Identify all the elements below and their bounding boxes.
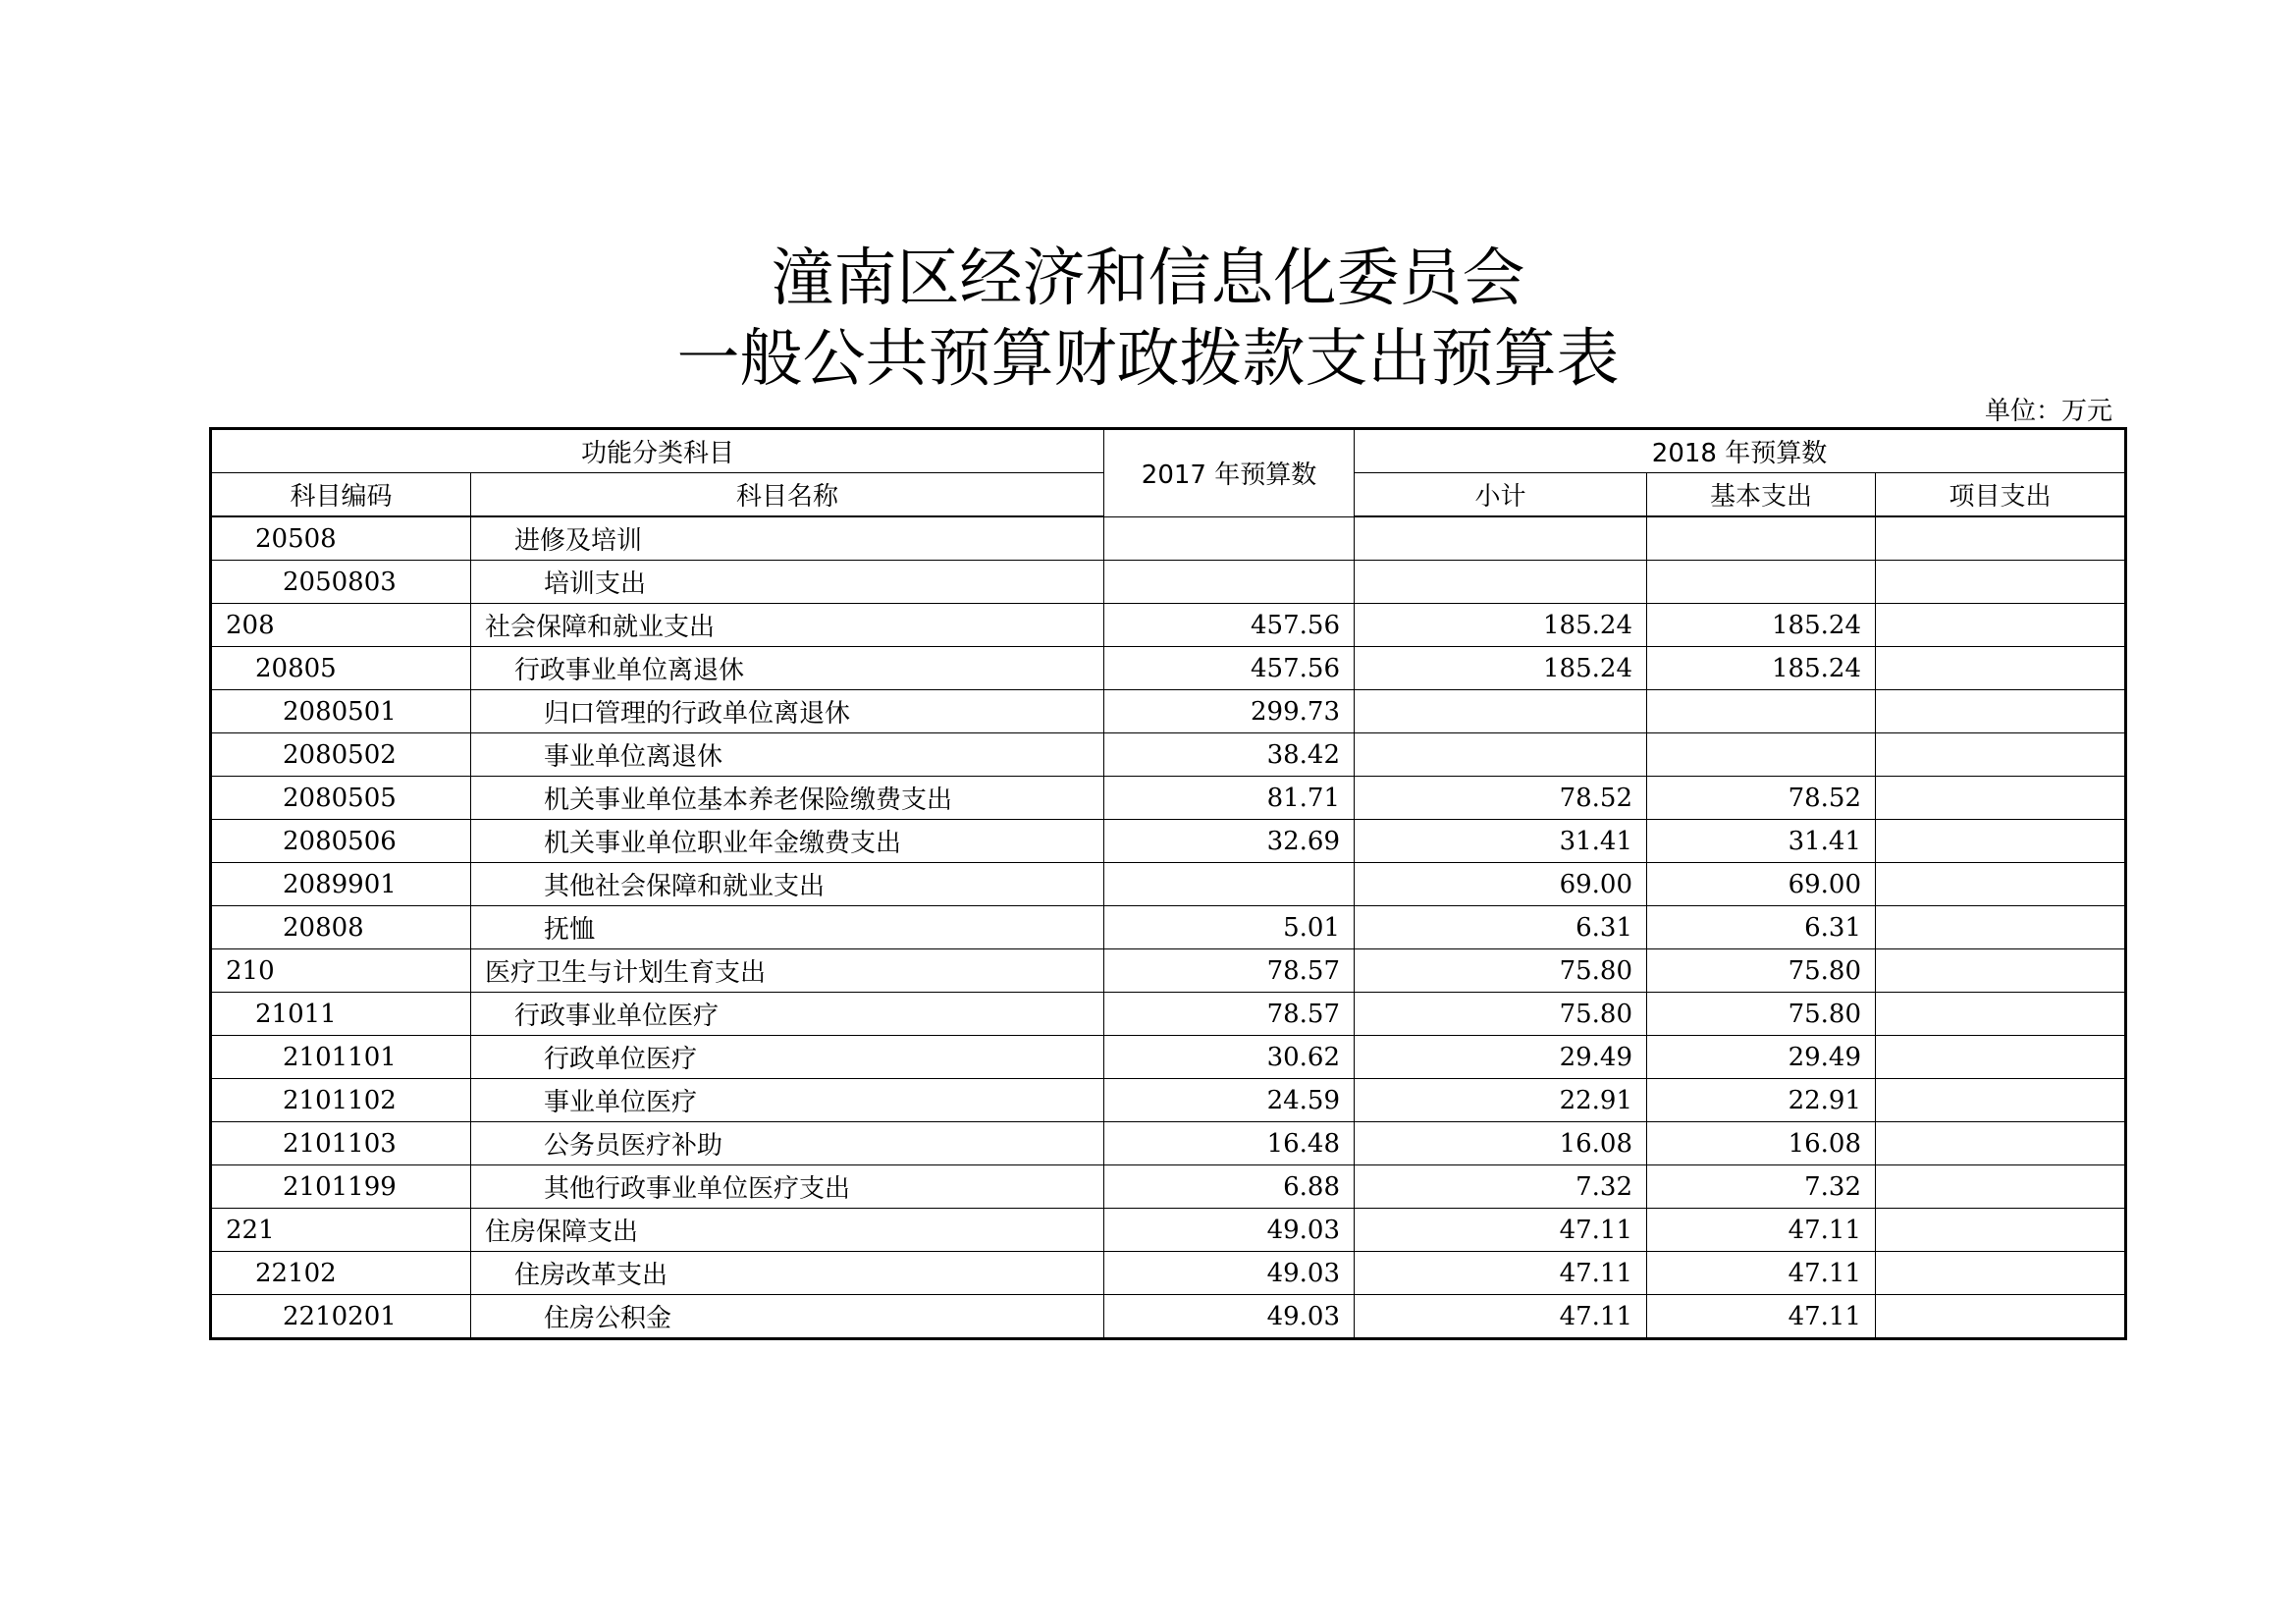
cell-basic — [1647, 690, 1876, 733]
cell-budget-2017 — [1104, 516, 1355, 561]
cell-project — [1876, 863, 2126, 906]
cell-subtotal: 185.24 — [1355, 604, 1647, 647]
cell-subtotal: 31.41 — [1355, 820, 1647, 863]
title-line-1: 潼南区经济和信息化委员会 — [771, 243, 1525, 315]
cell-code: 2101199 — [211, 1165, 471, 1209]
cell-code: 210 — [211, 949, 471, 993]
cell-subtotal — [1355, 690, 1647, 733]
table-row — [211, 647, 2126, 690]
cell-subtotal: 7.32 — [1355, 1165, 1647, 1209]
cell-budget-2017 — [1104, 863, 1355, 906]
cell-name: 进修及培训 — [471, 516, 1104, 561]
table-row — [211, 777, 2126, 820]
cell-budget-2017: 81.71 — [1104, 777, 1355, 820]
cell-name: 机关事业单位职业年金缴费支出 — [471, 820, 1104, 863]
cell-budget-2017: 38.42 — [1104, 733, 1355, 777]
cell-basic: 7.32 — [1647, 1165, 1876, 1209]
title-line-2: 一般公共预算财政拨款支出预算表 — [676, 323, 1620, 396]
cell-code: 2080502 — [211, 733, 471, 777]
table-row — [211, 733, 2126, 777]
table-row — [211, 906, 2126, 949]
cell-code: 2101102 — [211, 1079, 471, 1122]
cell-budget-2017: 6.88 — [1104, 1165, 1355, 1209]
cell-budget-2017: 16.48 — [1104, 1122, 1355, 1165]
cell-project — [1876, 949, 2126, 993]
cell-name: 公务员医疗补助 — [471, 1122, 1104, 1165]
cell-code: 221 — [211, 1209, 471, 1252]
table-row — [211, 993, 2126, 1036]
table-row — [211, 1209, 2126, 1252]
cell-subtotal — [1355, 733, 1647, 777]
cell-budget-2017: 457.56 — [1104, 647, 1355, 690]
cell-basic: 69.00 — [1647, 863, 1876, 906]
cell-budget-2017: 49.03 — [1104, 1252, 1355, 1295]
cell-project — [1876, 604, 2126, 647]
cell-project — [1876, 690, 2126, 733]
header-row-1 — [211, 429, 2126, 473]
cell-name: 住房公积金 — [471, 1295, 1104, 1339]
cell-budget-2017: 30.62 — [1104, 1036, 1355, 1079]
cell-code: 2080501 — [211, 690, 471, 733]
cell-basic: 75.80 — [1647, 949, 1876, 993]
cell-subtotal: 47.11 — [1355, 1209, 1647, 1252]
cell-subtotal: 6.31 — [1355, 906, 1647, 949]
cell-basic: 6.31 — [1647, 906, 1876, 949]
document-title — [0, 239, 2296, 400]
cell-project — [1876, 1295, 2126, 1339]
cell-subtotal: 47.11 — [1355, 1252, 1647, 1295]
cell-code: 20808 — [211, 906, 471, 949]
cell-basic: 47.11 — [1647, 1252, 1876, 1295]
cell-code: 2080505 — [211, 777, 471, 820]
cell-budget-2017: 299.73 — [1104, 690, 1355, 733]
cell-subtotal: 29.49 — [1355, 1036, 1647, 1079]
cell-name: 行政事业单位医疗 — [471, 993, 1104, 1036]
cell-code: 20508 — [211, 516, 471, 561]
cell-subtotal: 185.24 — [1355, 647, 1647, 690]
cell-budget-2017: 5.01 — [1104, 906, 1355, 949]
table-row — [211, 690, 2126, 733]
cell-name: 机关事业单位基本养老保险缴费支出 — [471, 777, 1104, 820]
header-budget-2017: 2017 年预算数 — [1104, 429, 1355, 517]
cell-code: 2101101 — [211, 1036, 471, 1079]
header-basic: 基本支出 — [1647, 473, 1876, 517]
cell-basic: 78.52 — [1647, 777, 1876, 820]
cell-name: 医疗卫生与计划生育支出 — [471, 949, 1104, 993]
cell-budget-2017: 78.57 — [1104, 993, 1355, 1036]
cell-budget-2017: 49.03 — [1104, 1295, 1355, 1339]
cell-name: 其他行政事业单位医疗支出 — [471, 1165, 1104, 1209]
header-subtotal: 小计 — [1355, 473, 1647, 517]
cell-name: 其他社会保障和就业支出 — [471, 863, 1104, 906]
cell-name: 事业单位离退休 — [471, 733, 1104, 777]
cell-basic: 47.11 — [1647, 1295, 1876, 1339]
cell-budget-2017: 24.59 — [1104, 1079, 1355, 1122]
budget-table-container — [209, 427, 2127, 1340]
cell-code: 2089901 — [211, 863, 471, 906]
cell-project — [1876, 733, 2126, 777]
cell-basic: 75.80 — [1647, 993, 1876, 1036]
cell-name: 培训支出 — [471, 561, 1104, 604]
cell-basic — [1647, 733, 1876, 777]
cell-code: 22102 — [211, 1252, 471, 1295]
cell-budget-2017: 49.03 — [1104, 1209, 1355, 1252]
cell-code: 208 — [211, 604, 471, 647]
cell-subtotal: 47.11 — [1355, 1295, 1647, 1339]
cell-name: 行政单位医疗 — [471, 1036, 1104, 1079]
cell-basic — [1647, 516, 1876, 561]
header-project: 项目支出 — [1876, 473, 2126, 517]
table-row — [211, 1165, 2126, 1209]
cell-project — [1876, 647, 2126, 690]
cell-code: 2080506 — [211, 820, 471, 863]
cell-code: 2101103 — [211, 1122, 471, 1165]
cell-code: 20805 — [211, 647, 471, 690]
cell-project — [1876, 1079, 2126, 1122]
unit-label: 单位：万元 — [1984, 397, 2112, 426]
cell-subtotal: 22.91 — [1355, 1079, 1647, 1122]
table-row — [211, 604, 2126, 647]
cell-subtotal: 78.52 — [1355, 777, 1647, 820]
cell-name: 事业单位医疗 — [471, 1079, 1104, 1122]
cell-project — [1876, 516, 2126, 561]
cell-project — [1876, 820, 2126, 863]
header-function-category: 功能分类科目 — [211, 429, 1104, 473]
cell-name: 住房改革支出 — [471, 1252, 1104, 1295]
cell-project — [1876, 1036, 2126, 1079]
cell-basic: 185.24 — [1647, 604, 1876, 647]
header-code: 科目编码 — [211, 473, 471, 517]
table-row — [211, 1122, 2126, 1165]
cell-project — [1876, 906, 2126, 949]
cell-budget-2017: 457.56 — [1104, 604, 1355, 647]
table-row — [211, 516, 2126, 561]
cell-name: 行政事业单位离退休 — [471, 647, 1104, 690]
cell-subtotal: 16.08 — [1355, 1122, 1647, 1165]
cell-subtotal — [1355, 516, 1647, 561]
table-row — [211, 561, 2126, 604]
cell-basic — [1647, 561, 1876, 604]
cell-subtotal: 75.80 — [1355, 993, 1647, 1036]
cell-subtotal — [1355, 561, 1647, 604]
cell-subtotal: 75.80 — [1355, 949, 1647, 993]
cell-project — [1876, 561, 2126, 604]
cell-project — [1876, 1252, 2126, 1295]
header-budget-2018: 2018 年预算数 — [1355, 429, 2126, 473]
cell-basic: 31.41 — [1647, 820, 1876, 863]
table-row — [211, 863, 2126, 906]
cell-code: 2210201 — [211, 1295, 471, 1339]
cell-project — [1876, 1122, 2126, 1165]
cell-basic: 22.91 — [1647, 1079, 1876, 1122]
cell-name: 社会保障和就业支出 — [471, 604, 1104, 647]
cell-project — [1876, 1165, 2126, 1209]
cell-name: 住房保障支出 — [471, 1209, 1104, 1252]
cell-project — [1876, 993, 2126, 1036]
table-body — [211, 516, 2126, 1339]
table-row — [211, 1295, 2126, 1339]
table-row — [211, 820, 2126, 863]
table-row — [211, 1252, 2126, 1295]
cell-code: 21011 — [211, 993, 471, 1036]
table-row — [211, 1079, 2126, 1122]
table-row — [211, 1036, 2126, 1079]
cell-basic: 47.11 — [1647, 1209, 1876, 1252]
cell-basic: 185.24 — [1647, 647, 1876, 690]
cell-budget-2017 — [1104, 561, 1355, 604]
cell-code: 2050803 — [211, 561, 471, 604]
cell-project — [1876, 1209, 2126, 1252]
table-row — [211, 949, 2126, 993]
cell-basic: 29.49 — [1647, 1036, 1876, 1079]
cell-budget-2017: 78.57 — [1104, 949, 1355, 993]
cell-basic: 16.08 — [1647, 1122, 1876, 1165]
cell-subtotal: 69.00 — [1355, 863, 1647, 906]
header-name: 科目名称 — [471, 473, 1104, 517]
cell-name: 归口管理的行政单位离退休 — [471, 690, 1104, 733]
cell-project — [1876, 777, 2126, 820]
cell-budget-2017: 32.69 — [1104, 820, 1355, 863]
budget-table — [209, 427, 2127, 1340]
cell-name: 抚恤 — [471, 906, 1104, 949]
